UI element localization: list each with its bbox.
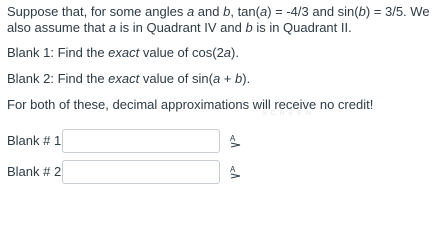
intro-text: is in Quadrant IV and	[116, 20, 246, 35]
blank2-instruction	[7, 71, 433, 87]
var-b: b	[245, 20, 253, 35]
blank1-instruction	[7, 45, 433, 61]
problem-text	[7, 4, 433, 123]
var-a: a	[186, 4, 195, 19]
instruction-text: value of sin(	[139, 71, 213, 86]
svg-text:A: A	[230, 134, 236, 143]
blank-1-input[interactable]	[62, 129, 220, 153]
watermark: S C R E E N	[262, 110, 312, 117]
svg-text:A: A	[230, 165, 236, 174]
intro-text: Suppose that, for some angles	[7, 4, 187, 19]
intro-text: ) = 3/5. We also assume that	[7, 4, 430, 35]
var-b: b	[223, 4, 231, 19]
intro-text: is in Quadrant II.	[252, 20, 352, 35]
instruction-text: ).	[242, 71, 251, 86]
intro-text: , tan(	[230, 4, 260, 19]
equation-editor-icon[interactable]	[229, 133, 243, 149]
emphasis-text: exact	[108, 45, 140, 60]
instruction-text: value of cos(2	[139, 45, 224, 60]
var-b: b	[358, 4, 366, 19]
answer-row-1	[7, 129, 427, 155]
instruction-text: Blank 2: Find the	[7, 71, 109, 86]
var-a: a	[212, 71, 221, 86]
blank-2-input[interactable]	[62, 160, 220, 184]
intro-text: and	[194, 4, 224, 19]
answer-row-2	[7, 160, 427, 186]
instruction-text: +	[220, 71, 236, 86]
instruction-text: ).	[231, 45, 239, 60]
var-a: a	[223, 45, 232, 60]
problem-intro	[7, 4, 433, 36]
blank-1-label: Blank # 1	[7, 133, 62, 148]
instruction-text: Blank 1: Find the	[7, 45, 109, 60]
var-a: a	[108, 20, 117, 35]
emphasis-text: exact	[108, 71, 140, 86]
var-a: a	[259, 4, 268, 19]
intro-text: ) = -4/3 and sin(	[267, 4, 359, 19]
var-b: b	[235, 71, 243, 86]
equation-editor-icon[interactable]	[229, 164, 243, 180]
blank-2-label: Blank # 2	[7, 164, 62, 179]
credit-note: For both of these, decimal approximations will receive no credit!	[7, 97, 374, 112]
